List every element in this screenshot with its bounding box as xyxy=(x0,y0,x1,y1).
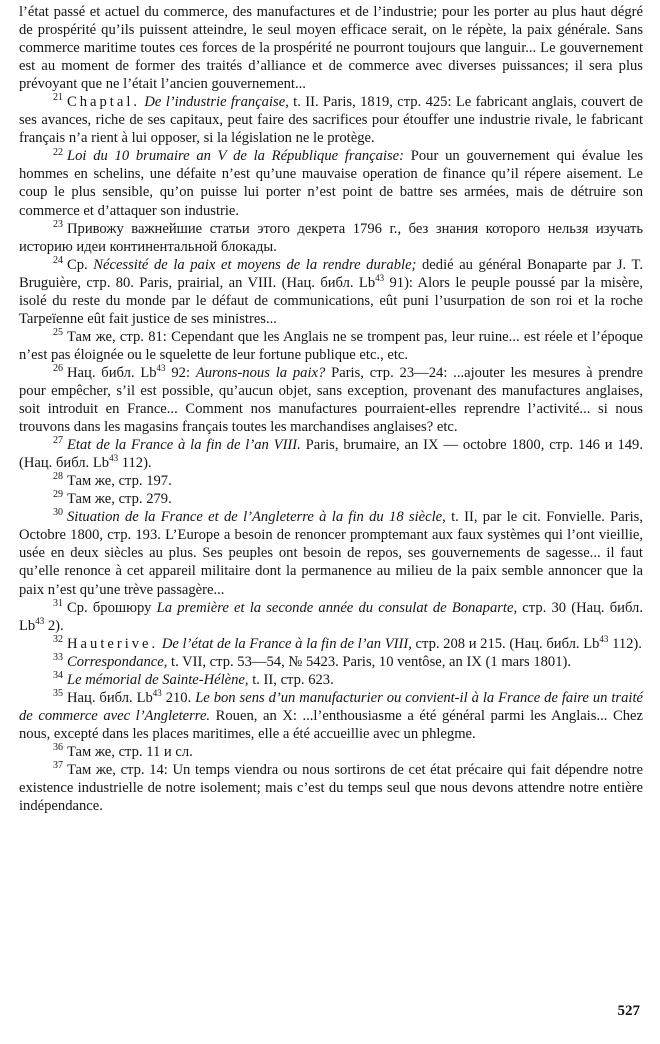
footnote-text: Там же, стр. 14: Un temps viendra ou nous sortirons de cet état précaire qui fait dépendre notre existence industrielle de notre isolement; mais c’est du temps seul que nous devons attendre notre entière indépendance. xyxy=(19,761,643,815)
footnote-text: Rouen, an X: ...l’enthousiasme a été général parmi les Anglais... Chez nous, excepté dans les places maritimes, elle a été accueillie avec un phlegme. xyxy=(19,707,643,742)
footnote-text: t. II. Paris, 1819, стр. 425: Le fabricant anglais, couvert de ses avances, riche de ses capitaux, peut faire des sacrifices pour étouffer une industrie rivale, le fabricant français n’a rient à lui opposer, si la législation ne le protège. xyxy=(19,94,643,147)
footnote-text: dedié au général Bonaparte par J. T. Bruguière, стр. 80. Paris, prairial, an VIII. (Нац. библ. Lb xyxy=(19,256,643,291)
footnote-22 xyxy=(19,147,643,219)
footnote-number: 30 xyxy=(53,507,63,519)
footnote-28 xyxy=(19,472,643,490)
footnote-number: 33 xyxy=(53,651,63,663)
footnote-text: Hauterive. xyxy=(67,635,159,652)
footnote-text: Ср. брошюру xyxy=(67,599,157,616)
footnote-text: Paris, brumaire, an IX — octobre 1800, стр. 146 и 149. (Нац. библ. Lb xyxy=(19,437,644,472)
footnote-text: De l’état de la France à la fin de l’an VIII, xyxy=(158,635,412,652)
footnote-text: 91): Alors le peuple poussé par la misère, isolé du reste du monde par le défaut de communications, eût puni l’usurpation de son roi et la roche Tarpeïenne eût fait justice de ses ministres... xyxy=(19,274,643,327)
footnote-text: t. II, стр. 623. xyxy=(248,671,334,688)
footnotes xyxy=(19,93,643,815)
footnote-text: Ср. xyxy=(67,256,94,273)
footnote-text: t. II, par le cit. Fonvielle. Paris, Octobre 1800, стр. 193. L’Europe a besoin de renoncer promptemant aux faux systèmes qui l’ont vieillie, usée en deux siècles au plus. Ses peuples ont besoin de repos, ses gouvernements de sagesse... il faut qu’elle renonce à cet appareil militaire dont la permanence au milieu de la paix semble annoncer que la paix n’est qu’une trève passagère... xyxy=(19,509,643,598)
footnote-number: 31 xyxy=(53,597,63,609)
superscript: 43 xyxy=(375,272,385,283)
superscript: 43 xyxy=(152,687,162,698)
footnote-text: стр. 208 и 215. (Нац. библ. Lb xyxy=(411,635,600,652)
footnote-text: стр. 30 (Нац. библ. Lb xyxy=(19,599,643,634)
footnote-text: Situation de la France et de l’Angleterre à la fin du 18 siècle, xyxy=(67,509,446,526)
footnote-text: Там же, стр. 11 и сл. xyxy=(67,743,193,760)
footnote-text: Нац. библ. Lb xyxy=(67,364,157,381)
page-number: 527 xyxy=(617,1003,640,1019)
footnote-text: Loi du 10 brumaire an V de la République française: xyxy=(67,148,405,165)
footnote-32 xyxy=(19,635,643,653)
footnote-text: Там же, стр. 197. xyxy=(67,473,172,490)
page-body xyxy=(19,3,643,815)
footnote-text: Etat de la France à la fin de l’an VIII. xyxy=(67,437,301,454)
footnote-number: 27 xyxy=(53,435,63,447)
footnote-number: 21 xyxy=(53,92,63,104)
footnote-text: 2). xyxy=(44,617,64,634)
footnote-text: 112). xyxy=(118,455,152,472)
footnote-33 xyxy=(19,653,643,671)
footnote-number: 26 xyxy=(53,363,63,375)
footnote-27 xyxy=(19,436,643,472)
footnote-text: 210. xyxy=(161,689,196,706)
footnote-number: 29 xyxy=(53,489,63,501)
footnote-number: 28 xyxy=(53,471,63,483)
footnote-35 xyxy=(19,689,643,743)
footnote-37 xyxy=(19,761,643,815)
superscript: 43 xyxy=(35,615,45,626)
footnote-number: 35 xyxy=(53,687,63,699)
footnote-text: Там же, стр. 279. xyxy=(67,491,172,508)
footnote-text: 112). xyxy=(608,635,642,652)
footnote-25 xyxy=(19,328,643,364)
footnote-text: Aurons-nous la paix? xyxy=(195,364,326,381)
footnote-34 xyxy=(19,671,643,689)
footnote-number: 23 xyxy=(53,218,63,230)
footnote-text: De l’industrie française, xyxy=(140,94,289,111)
footnote-text: Pour un gouvernement qui évalue les hommes en schelins, une défaite n’est qu’une mauvaise operation de finance qu’il répere aisement. Le coup le plus sensible, qu’on puisse lui porter n’est point de battre ses armées, mais de détruire son commerce et d’attaquer son industrie. xyxy=(19,148,643,219)
superscript: 43 xyxy=(109,453,119,464)
footnote-number: 34 xyxy=(53,669,63,681)
footnote-text: 92: xyxy=(165,364,196,381)
footnote-number: 22 xyxy=(53,146,63,158)
intro-paragraph: l’état passé et actuel du commerce, des manufactures et de l’industrie; pour les porter au plus haut dégré de prospérité qu’ils puissent atteindre, le seul moyen efficace serait, on le répète, la paix générale. Sans commerce maritime toutes ces forces de la prospérité ne pourront toujours que languir... Le gouvernement est au moment de former des traités d’alliance et de commerce avec diverses puissances; il sera plus prévoyant que ne l’était l’ancien gouvernement... xyxy=(19,4,643,93)
footnote-text: La première et la seconde année du consulat de Bonaparte, xyxy=(156,599,518,616)
footnote-text: Там же, стр. 81: Cependant que les Anglais ne se trompent pas, leur ruine... est réele et l’époque n’est pas éloignée ou le squelette de leur fortune publique etc., etc. xyxy=(19,328,643,363)
footnote-text: Correspondance, xyxy=(67,653,168,670)
footnote-text: Привожу важнейшие статьи этого декрета 1796 г., без знания которого нельзя изучать историю идеи континентальной блокады. xyxy=(19,220,643,255)
footnote-number: 36 xyxy=(53,742,63,754)
footnote-36 xyxy=(19,743,643,761)
footnote-text: Nécessité de la paix et moyens de la rendre durable; xyxy=(93,256,417,273)
footnote-text: t. VII, стр. 53—54, № 5423. Paris, 10 ventôse, an IX (1 mars 1801). xyxy=(167,653,572,670)
footnote-number: 32 xyxy=(53,633,63,645)
footnote-24 xyxy=(19,256,643,328)
footnote-text: Le mémorial de Sainte-Hélène, xyxy=(67,671,249,688)
superscript: 43 xyxy=(156,363,166,374)
footnote-30 xyxy=(19,508,643,598)
footnote-text: Paris, стр. 23—24: ...ajouter les mesures à prendre pour empêcher, s’il est possible, qu’aucun objet, sans exception, provenant des manufactures anglaises, soit introduit en France... Comment nos manufactures pourraient-elles reprendre l’activité... si nous trouvons dans les magasins français toutes les marchandises anglaises? etc. xyxy=(19,364,643,436)
footnote-number: 25 xyxy=(53,326,63,338)
footnote-text: Нац. библ. Lb xyxy=(67,689,153,706)
footnote-text: Chaptal. xyxy=(67,94,141,111)
footnote-29 xyxy=(19,490,643,508)
footnote-31 xyxy=(19,599,643,635)
footnote-text: Le bon sens d’un manufacturier ou convient-il à la France de faire un traité de commerce avec l’Angleterre. xyxy=(19,689,643,724)
footnote-number: 37 xyxy=(53,760,63,772)
footnote-number: 24 xyxy=(53,254,63,266)
footnote-26 xyxy=(19,364,643,436)
superscript: 43 xyxy=(599,633,609,644)
footnote-21 xyxy=(19,93,643,147)
footnote-23 xyxy=(19,220,643,256)
